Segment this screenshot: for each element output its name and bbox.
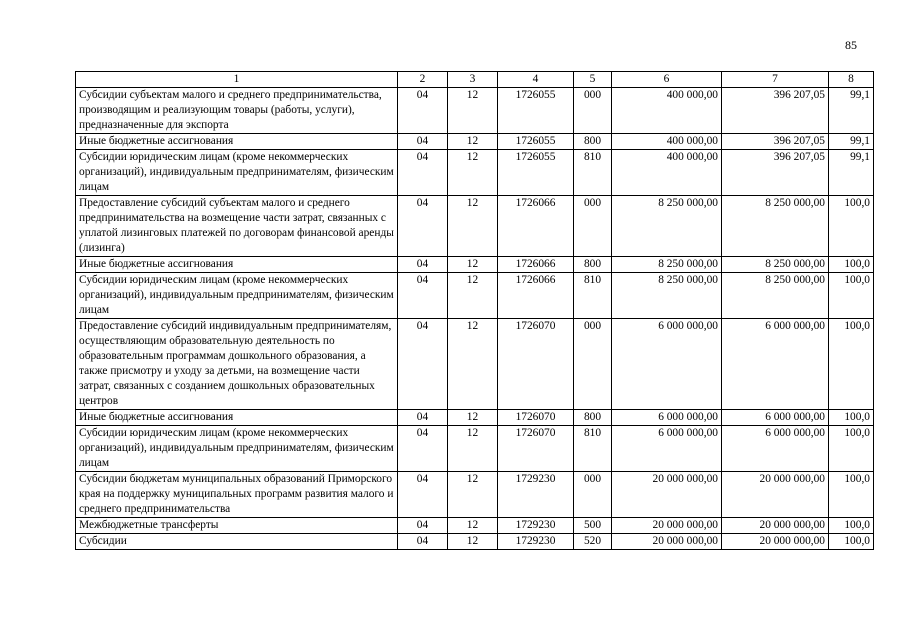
executed-amount-cell: 8 250 000,00 xyxy=(722,257,829,273)
item-name-cell: Иные бюджетные ассигнования xyxy=(76,257,398,273)
target-article-cell: 1726070 xyxy=(498,410,574,426)
executed-amount-cell: 396 207,05 xyxy=(722,134,829,150)
executed-amount-cell: 8 250 000,00 xyxy=(722,273,829,319)
section-code-cell: 04 xyxy=(398,518,448,534)
item-name-cell: Субсидии юридическим лицам (кроме некоммерческих организаций), индивидуальным предпринимателям, физическим лицам xyxy=(76,426,398,472)
expense-type-cell: 000 xyxy=(574,472,612,518)
column-header: 2 xyxy=(398,72,448,88)
column-header: 8 xyxy=(829,72,874,88)
planned-amount-cell: 6 000 000,00 xyxy=(612,426,722,472)
column-header: 7 xyxy=(722,72,829,88)
expense-type-cell: 800 xyxy=(574,134,612,150)
target-article-cell: 1726066 xyxy=(498,273,574,319)
execution-percent-cell: 100,0 xyxy=(829,518,874,534)
planned-amount-cell: 8 250 000,00 xyxy=(612,196,722,257)
expense-type-cell: 810 xyxy=(574,273,612,319)
table-row xyxy=(76,134,874,150)
section-code-cell: 04 xyxy=(398,426,448,472)
target-article-cell: 1726055 xyxy=(498,134,574,150)
item-name-cell: Предоставление субсидий индивидуальным предпринимателям, осуществляющим образовательную деятельность по образовательным программам дошкольного образования, а также присмотру и уходу за детьми, на возмещение части затрат, связанных с созданием дошкольных образовательных центров xyxy=(76,319,398,410)
subsection-code-cell: 12 xyxy=(448,426,498,472)
target-article-cell: 1726055 xyxy=(498,150,574,196)
page-number: 85 xyxy=(845,38,857,52)
execution-percent-cell: 100,0 xyxy=(829,273,874,319)
subsection-code-cell: 12 xyxy=(448,319,498,410)
executed-amount-cell: 20 000 000,00 xyxy=(722,518,829,534)
target-article-cell: 1726055 xyxy=(498,88,574,134)
expense-type-cell: 000 xyxy=(574,196,612,257)
item-name-cell: Субсидии юридическим лицам (кроме некоммерческих организаций), индивидуальным предпринимателям, физическим лицам xyxy=(76,150,398,196)
planned-amount-cell: 20 000 000,00 xyxy=(612,472,722,518)
table-row xyxy=(76,472,874,518)
section-code-cell: 04 xyxy=(398,88,448,134)
expense-type-cell: 800 xyxy=(574,257,612,273)
target-article-cell: 1726070 xyxy=(498,426,574,472)
planned-amount-cell: 400 000,00 xyxy=(612,88,722,134)
item-name-cell: Иные бюджетные ассигнования xyxy=(76,410,398,426)
column-header: 3 xyxy=(448,72,498,88)
execution-percent-cell: 100,0 xyxy=(829,534,874,550)
item-name-cell: Межбюджетные трансферты xyxy=(76,518,398,534)
section-code-cell: 04 xyxy=(398,196,448,257)
target-article-cell: 1726066 xyxy=(498,257,574,273)
expense-type-cell: 810 xyxy=(574,150,612,196)
item-name-cell: Субсидии юридическим лицам (кроме некоммерческих организаций), индивидуальным предпринимателям, физическим лицам xyxy=(76,273,398,319)
table-row xyxy=(76,150,874,196)
section-code-cell: 04 xyxy=(398,410,448,426)
execution-percent-cell: 99,1 xyxy=(829,134,874,150)
subsection-code-cell: 12 xyxy=(448,150,498,196)
planned-amount-cell: 8 250 000,00 xyxy=(612,273,722,319)
target-article-cell: 1726066 xyxy=(498,196,574,257)
target-article-cell: 1729230 xyxy=(498,518,574,534)
section-code-cell: 04 xyxy=(398,319,448,410)
subsection-code-cell: 12 xyxy=(448,472,498,518)
item-name-cell: Субсидии xyxy=(76,534,398,550)
item-name-cell: Субсидии бюджетам муниципальных образований Приморского края на поддержку муниципальных программ развития малого и среднего предпринимательства xyxy=(76,472,398,518)
subsection-code-cell: 12 xyxy=(448,518,498,534)
target-article-cell: 1729230 xyxy=(498,534,574,550)
planned-amount-cell: 6 000 000,00 xyxy=(612,319,722,410)
item-name-cell: Субсидии субъектам малого и среднего предпринимательства, производящим и реализующим товары (работы, услуги), предназначенные для экспорта xyxy=(76,88,398,134)
expense-type-cell: 520 xyxy=(574,534,612,550)
table-row xyxy=(76,410,874,426)
expense-type-cell: 810 xyxy=(574,426,612,472)
table-row xyxy=(76,518,874,534)
subsection-code-cell: 12 xyxy=(448,88,498,134)
executed-amount-cell: 20 000 000,00 xyxy=(722,472,829,518)
table-row xyxy=(76,88,874,134)
execution-percent-cell: 99,1 xyxy=(829,88,874,134)
expense-type-cell: 500 xyxy=(574,518,612,534)
column-header: 1 xyxy=(76,72,398,88)
execution-percent-cell: 100,0 xyxy=(829,257,874,273)
planned-amount-cell: 20 000 000,00 xyxy=(612,518,722,534)
column-header: 5 xyxy=(574,72,612,88)
target-article-cell: 1729230 xyxy=(498,472,574,518)
item-name-cell: Иные бюджетные ассигнования xyxy=(76,134,398,150)
planned-amount-cell: 400 000,00 xyxy=(612,150,722,196)
executed-amount-cell: 396 207,05 xyxy=(722,150,829,196)
column-header: 4 xyxy=(498,72,574,88)
executed-amount-cell: 20 000 000,00 xyxy=(722,534,829,550)
executed-amount-cell: 6 000 000,00 xyxy=(722,410,829,426)
column-header: 6 xyxy=(612,72,722,88)
expense-type-cell: 800 xyxy=(574,410,612,426)
executed-amount-cell: 6 000 000,00 xyxy=(722,426,829,472)
execution-percent-cell: 99,1 xyxy=(829,150,874,196)
subsection-code-cell: 12 xyxy=(448,257,498,273)
execution-percent-cell: 100,0 xyxy=(829,410,874,426)
execution-percent-cell: 100,0 xyxy=(829,196,874,257)
subsection-code-cell: 12 xyxy=(448,196,498,257)
planned-amount-cell: 400 000,00 xyxy=(612,134,722,150)
expense-type-cell: 000 xyxy=(574,88,612,134)
budget-table xyxy=(75,71,874,550)
table-row xyxy=(76,257,874,273)
table-row xyxy=(76,196,874,257)
section-code-cell: 04 xyxy=(398,150,448,196)
execution-percent-cell: 100,0 xyxy=(829,472,874,518)
execution-percent-cell: 100,0 xyxy=(829,426,874,472)
executed-amount-cell: 396 207,05 xyxy=(722,88,829,134)
item-name-cell: Предоставление субсидий субъектам малого и среднего предпринимательства на возмещение части затрат, связанных с уплатой лизинговых платежей по договорам финансовой аренды (лизинга) xyxy=(76,196,398,257)
section-code-cell: 04 xyxy=(398,534,448,550)
execution-percent-cell: 100,0 xyxy=(829,319,874,410)
table-row xyxy=(76,426,874,472)
target-article-cell: 1726070 xyxy=(498,319,574,410)
table-row xyxy=(76,534,874,550)
table-row xyxy=(76,319,874,410)
executed-amount-cell: 8 250 000,00 xyxy=(722,196,829,257)
subsection-code-cell: 12 xyxy=(448,134,498,150)
planned-amount-cell: 20 000 000,00 xyxy=(612,534,722,550)
subsection-code-cell: 12 xyxy=(448,273,498,319)
subsection-code-cell: 12 xyxy=(448,534,498,550)
section-code-cell: 04 xyxy=(398,273,448,319)
expense-type-cell: 000 xyxy=(574,319,612,410)
subsection-code-cell: 12 xyxy=(448,410,498,426)
executed-amount-cell: 6 000 000,00 xyxy=(722,319,829,410)
planned-amount-cell: 6 000 000,00 xyxy=(612,410,722,426)
planned-amount-cell: 8 250 000,00 xyxy=(612,257,722,273)
section-code-cell: 04 xyxy=(398,472,448,518)
section-code-cell: 04 xyxy=(398,257,448,273)
section-code-cell: 04 xyxy=(398,134,448,150)
header-row xyxy=(76,72,874,88)
table-row xyxy=(76,273,874,319)
